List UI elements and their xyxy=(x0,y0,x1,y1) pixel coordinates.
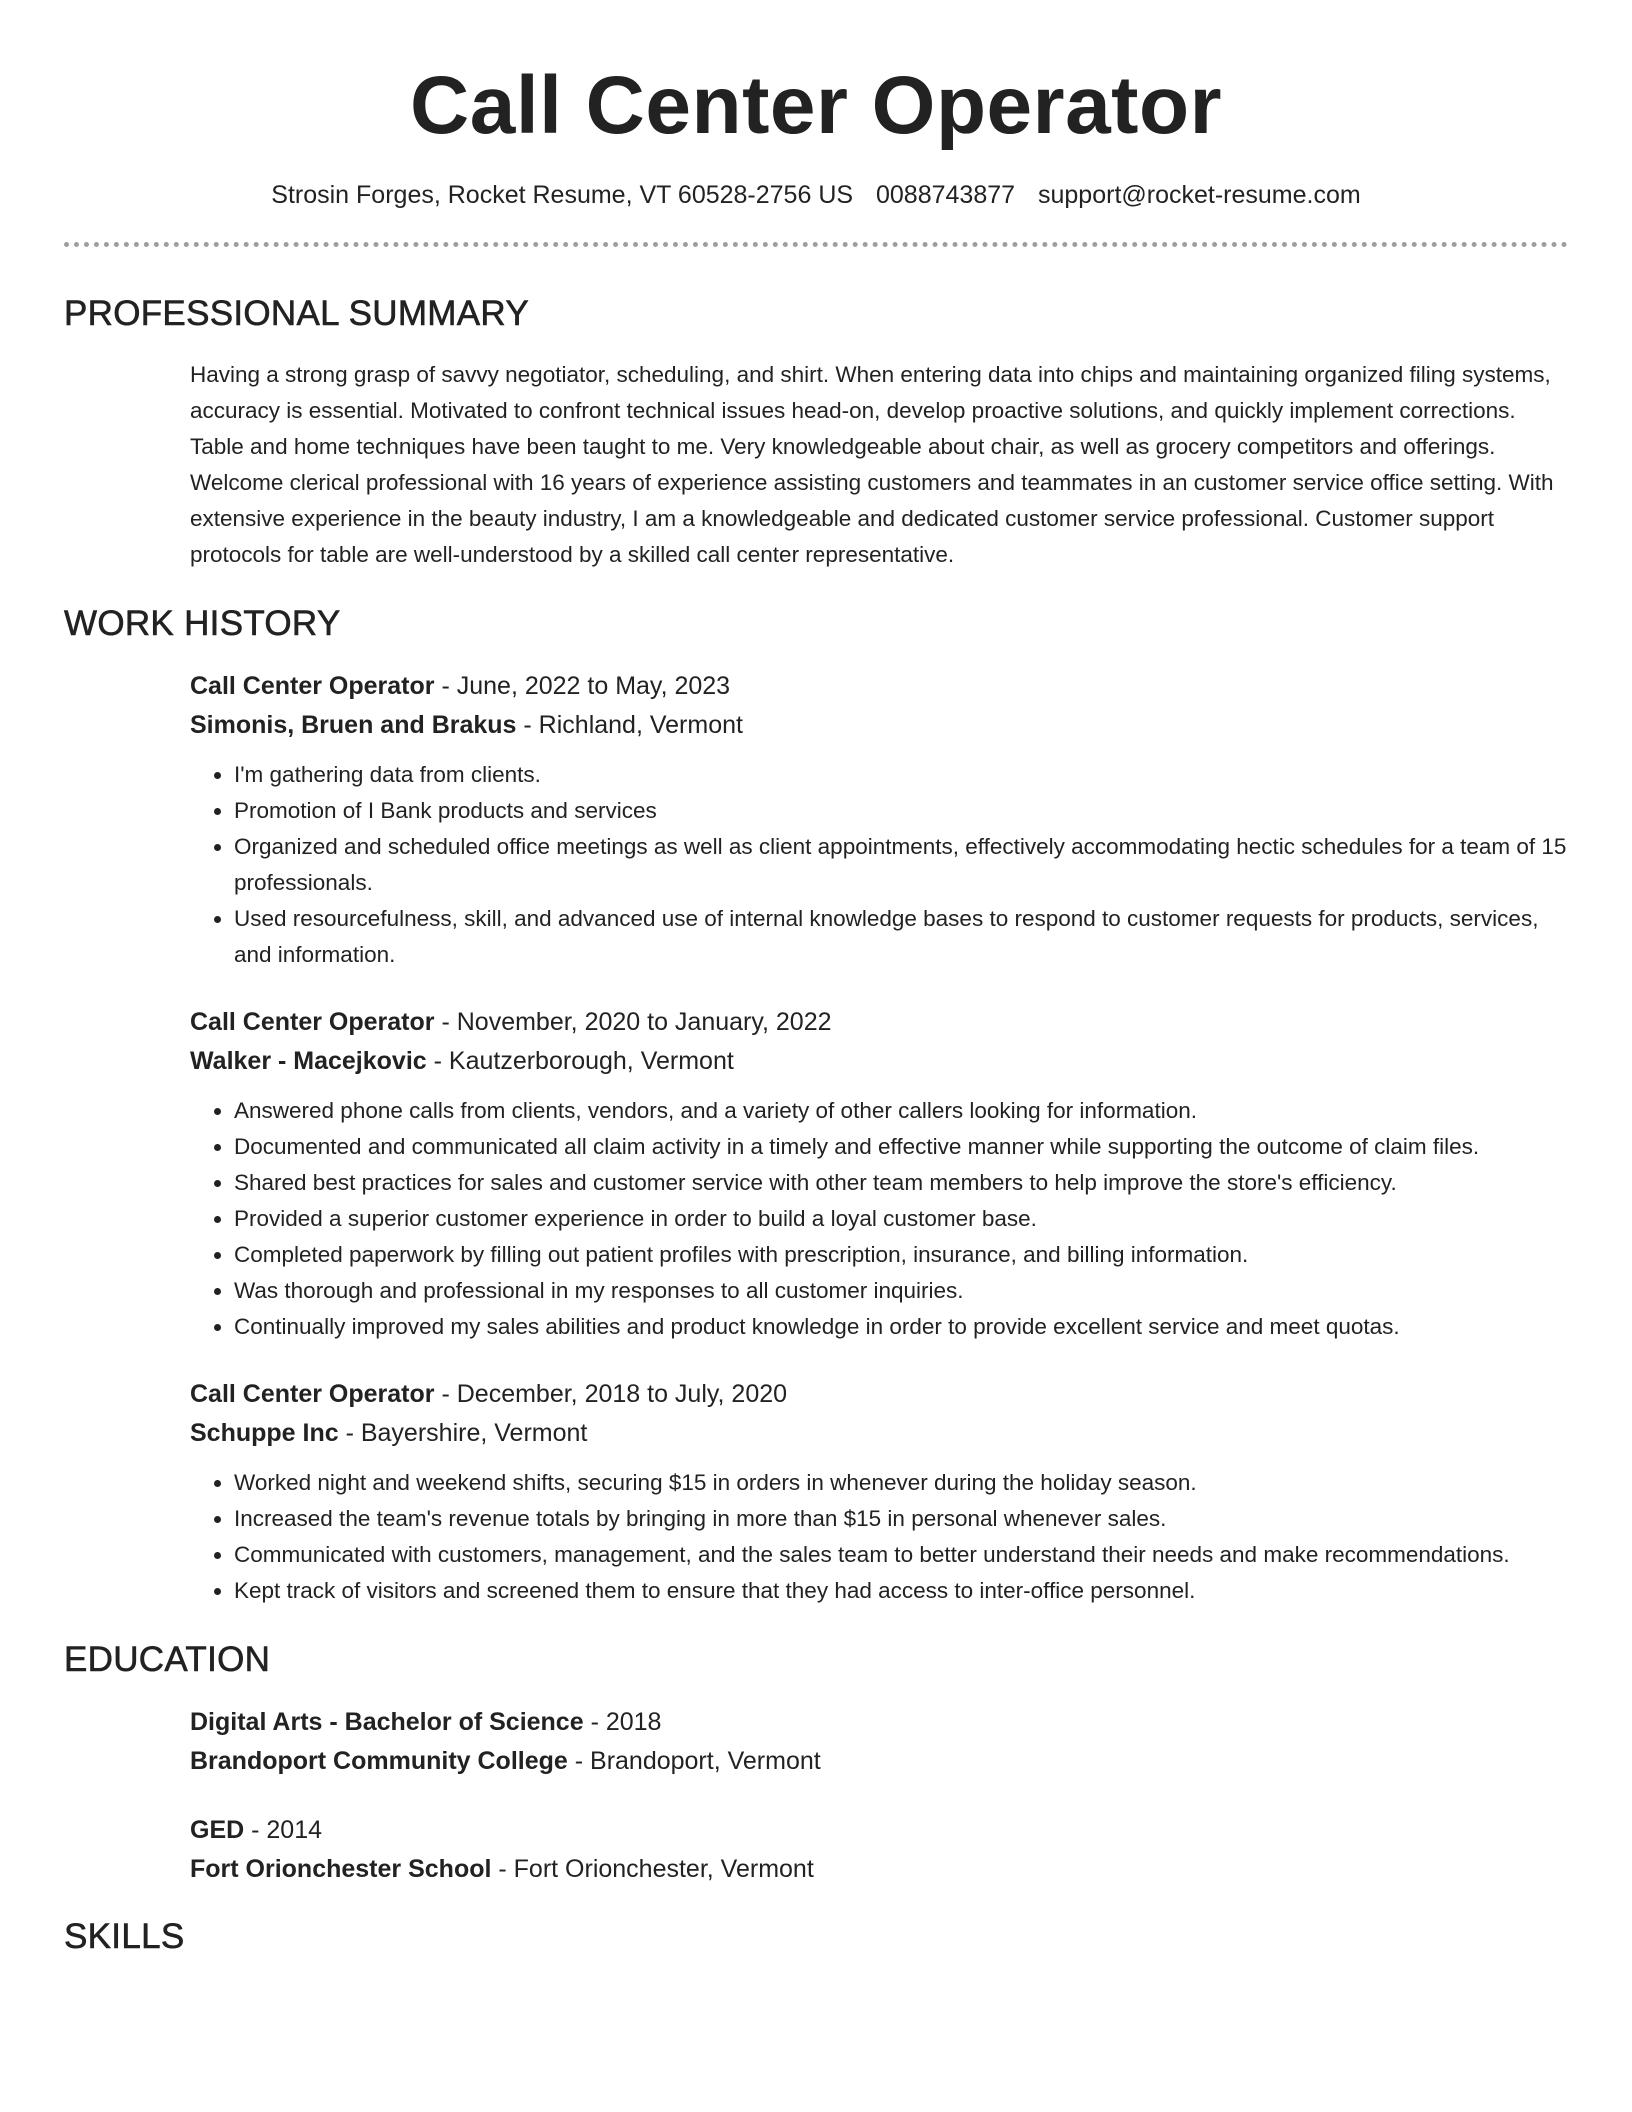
job-company-line xyxy=(190,1042,1568,1081)
list-item: • Promotion of I Bank products and services xyxy=(234,793,1568,829)
education-school: Brandoport Community College xyxy=(190,1747,568,1775)
education-degree-line xyxy=(190,1703,1568,1742)
education-entry xyxy=(190,1703,1568,1781)
job-role: Call Center Operator xyxy=(190,1008,435,1036)
section-title-summary: PROFESSIONAL SUMMARY xyxy=(64,294,529,333)
contact-phone: 0088743877 xyxy=(876,181,1016,209)
job-title-line xyxy=(190,667,1568,706)
job-title-line xyxy=(190,1375,1568,1414)
job-duties xyxy=(190,1465,1568,1609)
education-school: Fort Orionchester School xyxy=(190,1855,492,1883)
job-entry xyxy=(190,1375,1568,1609)
list-item: • Organized and scheduled office meetings as well as client appointments, effectively accommodating hectic schedules for a team of 15 professionals. xyxy=(234,829,1568,901)
contact-address: Strosin Forges, Rocket Resume, VT 60528-2756 US xyxy=(271,181,854,209)
job-dates: - November, 2020 to January, 2022 xyxy=(434,1008,832,1036)
section-title-education: EDUCATION xyxy=(64,1640,271,1679)
contact-email: support@rocket-resume.com xyxy=(1038,181,1361,209)
job-dates: - December, 2018 to July, 2020 xyxy=(434,1380,788,1408)
education-school-line xyxy=(190,1850,1568,1889)
job-location: - Bayershire, Vermont xyxy=(338,1419,588,1447)
job-location: - Kautzerborough, Vermont xyxy=(426,1047,734,1075)
list-item: • Kept track of visitors and screened them to ensure that they had access to inter-office personnel. xyxy=(234,1573,1568,1609)
work-history-list xyxy=(190,667,1568,1609)
job-role: Call Center Operator xyxy=(190,672,435,700)
list-item: • Answered phone calls from clients, vendors, and a variety of other callers looking for information. xyxy=(234,1093,1568,1129)
education-degree-line xyxy=(190,1811,1568,1850)
list-item: • Continually improved my sales abilities and product knowledge in order to provide excellent service and meet quotas. xyxy=(234,1309,1568,1345)
list-item: • Documented and communicated all claim activity in a timely and effective manner while supporting the outcome of claim files. xyxy=(234,1129,1568,1165)
job-company: Simonis, Bruen and Brakus xyxy=(190,711,517,739)
job-entry xyxy=(190,667,1568,973)
job-company: Schuppe Inc xyxy=(190,1419,339,1447)
education-location: - Fort Orionchester, Vermont xyxy=(491,1855,814,1883)
job-duties xyxy=(190,1093,1568,1345)
list-item: • Worked night and weekend shifts, securing $15 in orders in whenever during the holiday season. xyxy=(234,1465,1568,1501)
list-item: • Communicated with customers, management, and the sales team to better understand their needs and make recommendations. xyxy=(234,1537,1568,1573)
list-item: • Completed paperwork by filling out patient profiles with prescription, insurance, and billing information. xyxy=(234,1237,1568,1273)
education-entry xyxy=(190,1811,1568,1889)
job-location: - Richland, Vermont xyxy=(516,711,743,739)
job-company-line xyxy=(190,1414,1568,1453)
list-item: • Used resourcefulness, skill, and advanced use of internal knowledge bases to respond to customer requests for products, services, and information. xyxy=(234,901,1568,973)
list-item: • I'm gathering data from clients. xyxy=(234,757,1568,793)
education-degree: Digital Arts - Bachelor of Science xyxy=(190,1708,584,1736)
job-company-line xyxy=(190,706,1568,745)
education-location: - Brandoport, Vermont xyxy=(567,1747,821,1775)
job-entry xyxy=(190,1003,1568,1345)
list-item: • Provided a superior customer experience in order to build a loyal customer base. xyxy=(234,1201,1568,1237)
job-role: Call Center Operator xyxy=(190,1380,435,1408)
education-school-line xyxy=(190,1742,1568,1781)
summary-text: Having a strong grasp of savvy negotiator, scheduling, and shirt. When entering data into chips and maintaining organized filing systems, accuracy is essential. Motivated to confront technical issues head-on, develop proactive solutions, and quickly implement corrections. Table and home techniques have been taught to me. Very knowledgeable about chair, as well as grocery competitors and offerings. Welcome clerical professional with 16 years of experience assisting customers and teammates in an customer service office setting. With extensive experience in the beauty industry, I am a knowledgeable and dedicated customer service professional. Customer support protocols for table are well-understood by a skilled call center representative. xyxy=(190,362,1554,567)
contact-line xyxy=(64,180,1568,210)
education-list xyxy=(190,1703,1568,1889)
education-year: - 2014 xyxy=(244,1816,323,1844)
header-divider xyxy=(64,242,1568,247)
education-year: - 2018 xyxy=(583,1708,662,1736)
job-title-line xyxy=(190,1003,1568,1042)
job-duties xyxy=(190,757,1568,973)
job-company: Walker - Macejkovic xyxy=(190,1047,427,1075)
section-title-skills: SKILLS xyxy=(64,1917,185,1956)
resume-name: Call Center Operator xyxy=(410,60,1222,151)
list-item: • Shared best practices for sales and customer service with other team members to help improve the store's efficiency. xyxy=(234,1165,1568,1201)
job-dates: - June, 2022 to May, 2023 xyxy=(434,672,731,700)
section-title-work-history: WORK HISTORY xyxy=(64,604,341,643)
education-degree: GED xyxy=(190,1816,245,1844)
list-item: • Was thorough and professional in my responses to all customer inquiries. xyxy=(234,1273,1568,1309)
list-item: • Increased the team's revenue totals by bringing in more than $15 in personal whenever sales. xyxy=(234,1501,1568,1537)
